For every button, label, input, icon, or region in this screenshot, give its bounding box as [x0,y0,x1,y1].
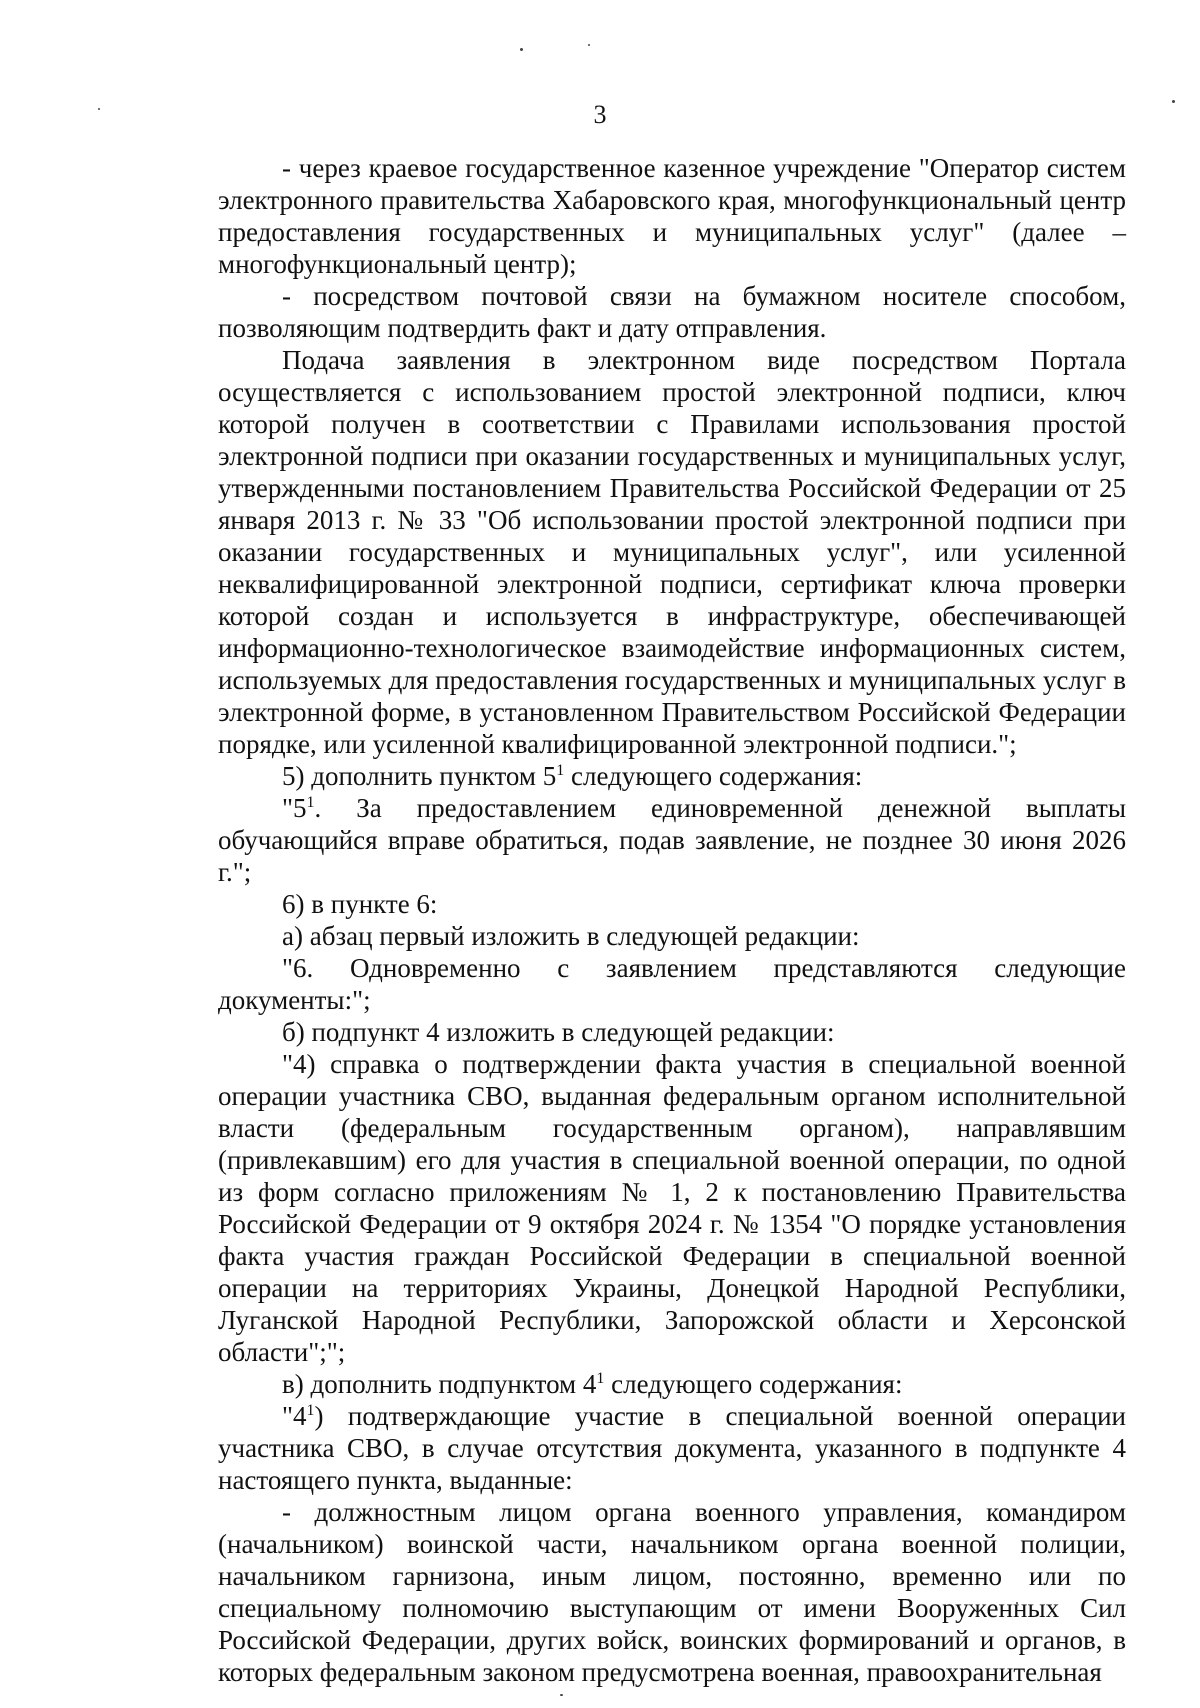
paragraph-text-after: . За предоставлением единовременной денежной выплаты обучающийся вправе обратиться, подав заявление, не позднее 30 июня 2026 г."; [218,793,1126,887]
paragraph-text-before: "4 [282,1401,307,1431]
paragraph-subitem-4-1 [218,1400,1126,1496]
paragraph-text-before: 5) дополнить пунктом 5 [282,761,557,791]
paragraph-text-after: следующего содержания: [604,1369,903,1399]
paragraph-mfc-option: - через краевое государственное казенное учреждение "Оператор систем электронного правительства Хабаровского края, многофункциональный центр предоставления государственных и муниципальных услуг" (далее – многофункциональный центр); [218,153,1126,279]
paragraph-subitem-4: "4) справка о подтверждении факта участия в специальной военной операции участника СВО, выданная федеральным органом исполнительной власти (федеральным государственным органом), направлявшим (привлекавшим) его для участия в специальной военной операции, по одной из форм согласно приложениям № 1, 2 к постановлению Правительства Российской Федерации от 9 октября 2024 г. № 1354 "О порядке установления факта участия граждан Российской Федерации в специальной военной операции на территориях Украины, Донецкой Народной Республики, Луганской Народной Республики, Запорожской области и Херсонской области";"; [218,1049,1126,1367]
paragraph-item-5-1 [218,792,1126,888]
paragraph-text-before: в) дополнить подпунктом 4 [282,1369,597,1399]
paragraph-text-after: следующего содержания: [564,761,863,791]
paragraph-text-before: "5 [282,793,307,823]
paragraph-amendment-6a: а) абзац первый изложить в следующей редакции: [282,921,860,951]
paragraph-item-6-text: "6. Одновременно с заявлением представляются следующие документы:"; [218,953,1126,1015]
document-body [218,152,1126,1688]
paragraph-amendment-6: 6) в пункте 6: [282,889,438,919]
paragraph-postal-option: - посредством почтовой связи на бумажном носителе способом, позволяющим подтвердить факт и дату отправления. [218,281,1126,343]
superscript: 1 [306,794,315,811]
page-number: 3 [593,100,607,129]
paragraph-amendment-6b: б) подпункт 4 изложить в следующей редакции: [282,1017,835,1047]
paragraph-text-after: ) подтверждающие участие в специальной военной операции участника СВО, в случае отсутствия документа, указанного в подпункте 4 настоящего пункта, выданные: [218,1401,1126,1495]
superscript: 1 [596,1370,605,1387]
paragraph-officials-list: - должностным лицом органа военного управления, командиром (начальником) воинской части, начальником органа военной полиции, начальником гарнизона, иным лицом, постоянно, временно или по специальному полномочию выступающим от имени Вооруженных Сил Российской Федерации, других войск, воинских формирований и органов, в которых федеральным законом предусмотрена военная, правоохранительная [218,1497,1126,1687]
superscript: 1 [556,762,565,779]
scan-speck [588,44,590,46]
scan-speck [560,1694,563,1696]
paragraph-amendment-6v [218,1368,1126,1400]
superscript: 1 [306,1402,315,1419]
paragraph-amendment-5 [218,760,1126,792]
paragraph-electronic-signature: Подача заявления в электронном виде посредством Портала осуществляется с использованием простой электронной подписи, ключ которой получен в соответствии с Правилами использования простой электронной подписи при оказании государственных и муниципальных услуг, утвержденными постановлением Правительства Российской Федерации от 25 января 2013 г. № 33 "Об использовании простой электронной подписи при оказании государственных и муниципальных услуг", или усиленной неквалифицированной электронной подписи, сертификат ключа проверки которой создан и используется в инфраструктуре, обеспечивающей информационно-технологическое взаимодействие информационных систем, используемых для предоставления государственных и муниципальных услуг в электронной форме, в установленном Правительством Российской Федерации порядке, или усиленной квалифицированной электронной подписи."; [218,345,1126,759]
scan-speck [520,48,523,51]
